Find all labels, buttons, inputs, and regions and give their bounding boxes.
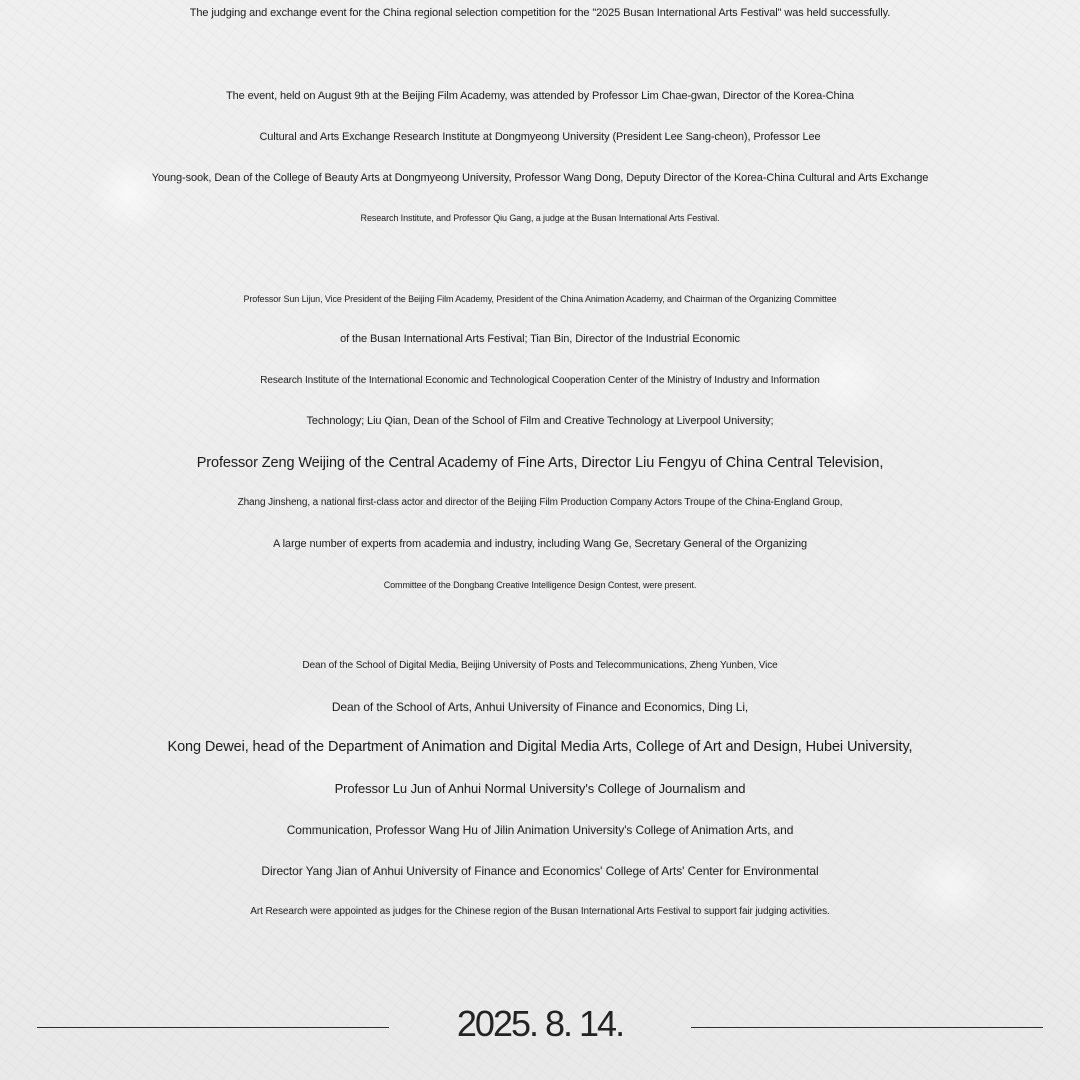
paragraph-1-line: Research Institute, and Professor Qiu Gang, a judge at the Busan International Arts Festival. [360,213,720,223]
paragraph-2-line: Committee of the Dongbang Creative Intelligence Design Contest, were present. [383,580,697,590]
paragraph-1-line: The event, held on August 9th at the Beijing Film Academy, was attended by Professor Lim Chae-gwan, Director of the Korea-China [226,90,854,102]
paragraph-2-line: Technology; Liu Qian, Dean of the School of Film and Creative Technology at Liverpool University; [306,415,774,427]
paragraph-2-line: Research Institute of the International Economic and Technological Cooperation Center of the Ministry of Industry and Information [260,375,820,386]
paragraph-3-line: Art Research were appointed as judges for the Chinese region of the Busan International Arts Festival to support fair judging activities. [250,906,830,917]
paragraph-2-line: Professor Sun Lijun, Vice President of the Beijing Film Academy, President of the China Animation Academy, and Chairman of the Organizing Committee [243,294,837,304]
paragraph-3-line: Communication, Professor Wang Hu of Jilin Animation University's College of Animation Arts, and [286,823,794,837]
publication-date: 2025. 8. 14. [456,1003,624,1044]
headline: The judging and exchange event for the China regional selection competition for the "2025 Busan International Arts Festival" was held successfully. [189,7,891,19]
paragraph-3-line: Dean of the School of Arts, Anhui University of Finance and Economics, Ding Li, [331,700,749,714]
paragraph-2-line: Zhang Jinsheng, a national first-class actor and director of the Beijing Film Production Company Actors Troupe of the China-England Group, [237,497,843,508]
paragraph-3-line: Dean of the School of Digital Media, Beijing University of Posts and Telecommunications, Zheng Yunben, Vice [302,660,778,671]
paragraph-3-line: Professor Lu Jun of Anhui Normal University's College of Journalism and [334,781,746,796]
paragraph-2-line: Professor Zeng Weijing of the Central Academy of Fine Arts, Director Liu Fengyu of China Central Television, [196,455,884,471]
paragraph-2-line: of the Busan International Arts Festival; Tian Bin, Director of the Industrial Economic [340,333,740,345]
paragraph-1-line: Young-sook, Dean of the College of Beauty Arts at Dongmyeong University, Professor Wang Dong, Deputy Director of the Korea-China Cultural and Arts Exchange [151,172,929,184]
paragraph-2-line: A large number of experts from academia and industry, including Wang Ge, Secretary General of the Organizing [273,538,807,550]
paragraph-3-line: Director Yang Jian of Anhui University of Finance and Economics' College of Arts' Center for Environmental [261,864,819,878]
paragraph-3-line: Kong Dewei, head of the Department of Animation and Digital Media Arts, College of Art and Design, Hubei University, [167,739,913,755]
footer-rule-right [691,1027,1043,1028]
paragraph-1-line: Cultural and Arts Exchange Research Institute at Dongmyeong University (President Lee Sang-cheon), Professor Lee [259,131,821,143]
